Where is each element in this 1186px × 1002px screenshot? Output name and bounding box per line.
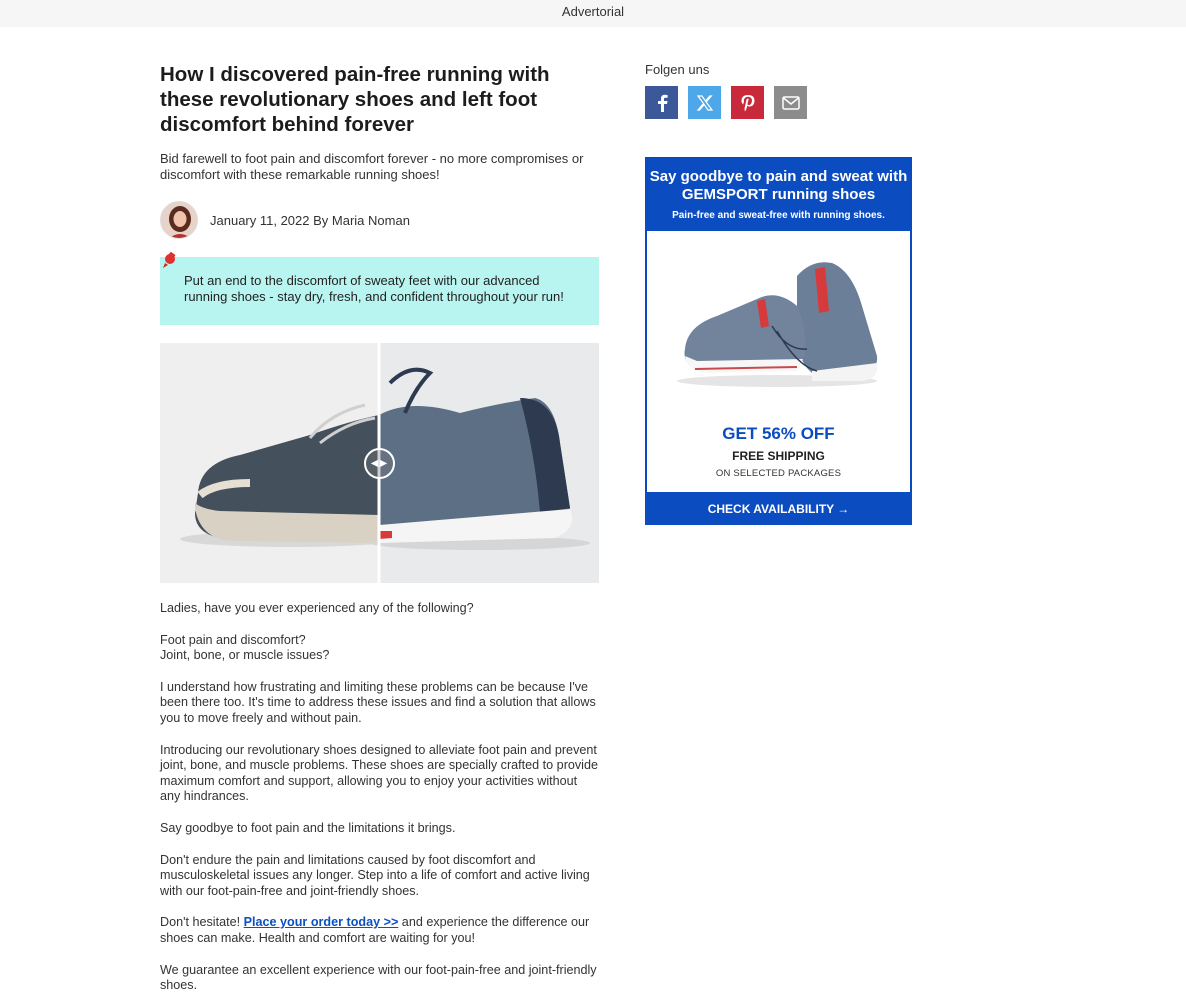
- pinterest-icon: [740, 94, 756, 112]
- email-share-button[interactable]: [774, 86, 807, 119]
- ad-offer: [647, 424, 910, 479]
- callout-box: [160, 257, 599, 325]
- ad-free-shipping: FREE SHIPPING: [732, 449, 825, 463]
- paragraph: Ladies, have you ever experienced any of the following?: [160, 601, 474, 615]
- ad-product-image: [647, 231, 910, 406]
- paragraph: Introducing our revolutionary shoes designed to alleviate foot pain and prevent joint, bone, and muscle problems. These shoes are specially crafted to provide maximum comfort and support, allowing you to enjoy your activities without any hindrances.: [160, 742, 598, 804]
- advertorial-bar: [0, 0, 1186, 27]
- paragraph: We guarantee an excellent experience with our foot-pain-free and joint-friendly shoes.: [160, 962, 597, 993]
- pinterest-share-button[interactable]: [731, 86, 764, 119]
- ad-discount: GET 56% OFF: [722, 424, 835, 443]
- article-headline: How I discovered pain-free running with these revolutionary shoes and left foot discomfort behind forever: [160, 63, 550, 136]
- ad-header: [647, 159, 910, 231]
- ad-selected-packages: ON SELECTED PACKAGES: [715, 468, 842, 479]
- social-buttons: [645, 86, 913, 119]
- running-shoes-image: [647, 231, 910, 406]
- advertorial-label: Advertorial: [561, 4, 625, 19]
- x-share-button[interactable]: [688, 86, 721, 119]
- check-availability-button[interactable]: CHECK AVAILABILITY →: [645, 492, 912, 525]
- paragraph: Say goodbye to foot pain and the limitations it brings.: [160, 820, 456, 835]
- question-line: Joint, bone, or muscle issues?: [160, 648, 330, 663]
- order-link[interactable]: Place your order today >>: [243, 915, 399, 930]
- question-line: Foot pain and discomfort?: [160, 632, 306, 647]
- article-body: [160, 601, 600, 1002]
- paragraph: Don't endure the pain and limitations caused by foot discomfort and musculoskeletal issues any longer. Step into a life of comfort and active living with our foot-pain-free and joint-friendly shoes.: [160, 852, 590, 898]
- paragraph: [160, 915, 600, 946]
- facebook-share-button[interactable]: [645, 86, 678, 119]
- article: [160, 62, 600, 993]
- callout-text: Put an end to the discomfort of sweaty feet with our advanced running shoes - stay dry, fresh, and confident throughout your run!: [184, 273, 564, 304]
- left-right-arrows-icon: ◀▶: [370, 458, 389, 469]
- byline-text: January 11, 2022 By Maria Noman: [210, 212, 410, 228]
- ad-subtitle: Pain-free and sweat-free with running shoes.: [672, 210, 885, 221]
- article-subhead: Bid farewell to foot pain and discomfort forever - no more compromises or discomfort with these remarkable running shoes!: [160, 151, 584, 182]
- paragraph: [160, 633, 600, 664]
- follow-label: Folgen uns: [645, 62, 710, 77]
- sidebar: [645, 62, 913, 516]
- ad-title: Say goodbye to pain and sweat with GEMSPORT running shoes: [649, 168, 908, 203]
- before-after-image-comparison[interactable]: [160, 343, 599, 583]
- gemsport-ad[interactable]: [645, 157, 912, 525]
- byline: [160, 201, 410, 239]
- email-icon: [782, 96, 800, 110]
- paragraph-lead: Don't hesitate!: [160, 915, 244, 930]
- facebook-icon: [655, 94, 669, 112]
- paragraph-tail: and experience the difference our shoes can make. Health and comfort are waiting for you!: [160, 915, 590, 945]
- x-icon: [696, 94, 714, 112]
- paragraph: I understand how frustrating and limiting these problems can be because I've been there too. It's time to address these issues and find a solution that allows you to move freely and without pain.: [160, 679, 596, 725]
- comparison-slider-handle[interactable]: [364, 448, 395, 479]
- pushpin-icon: [161, 251, 179, 269]
- author-avatar: [160, 201, 198, 239]
